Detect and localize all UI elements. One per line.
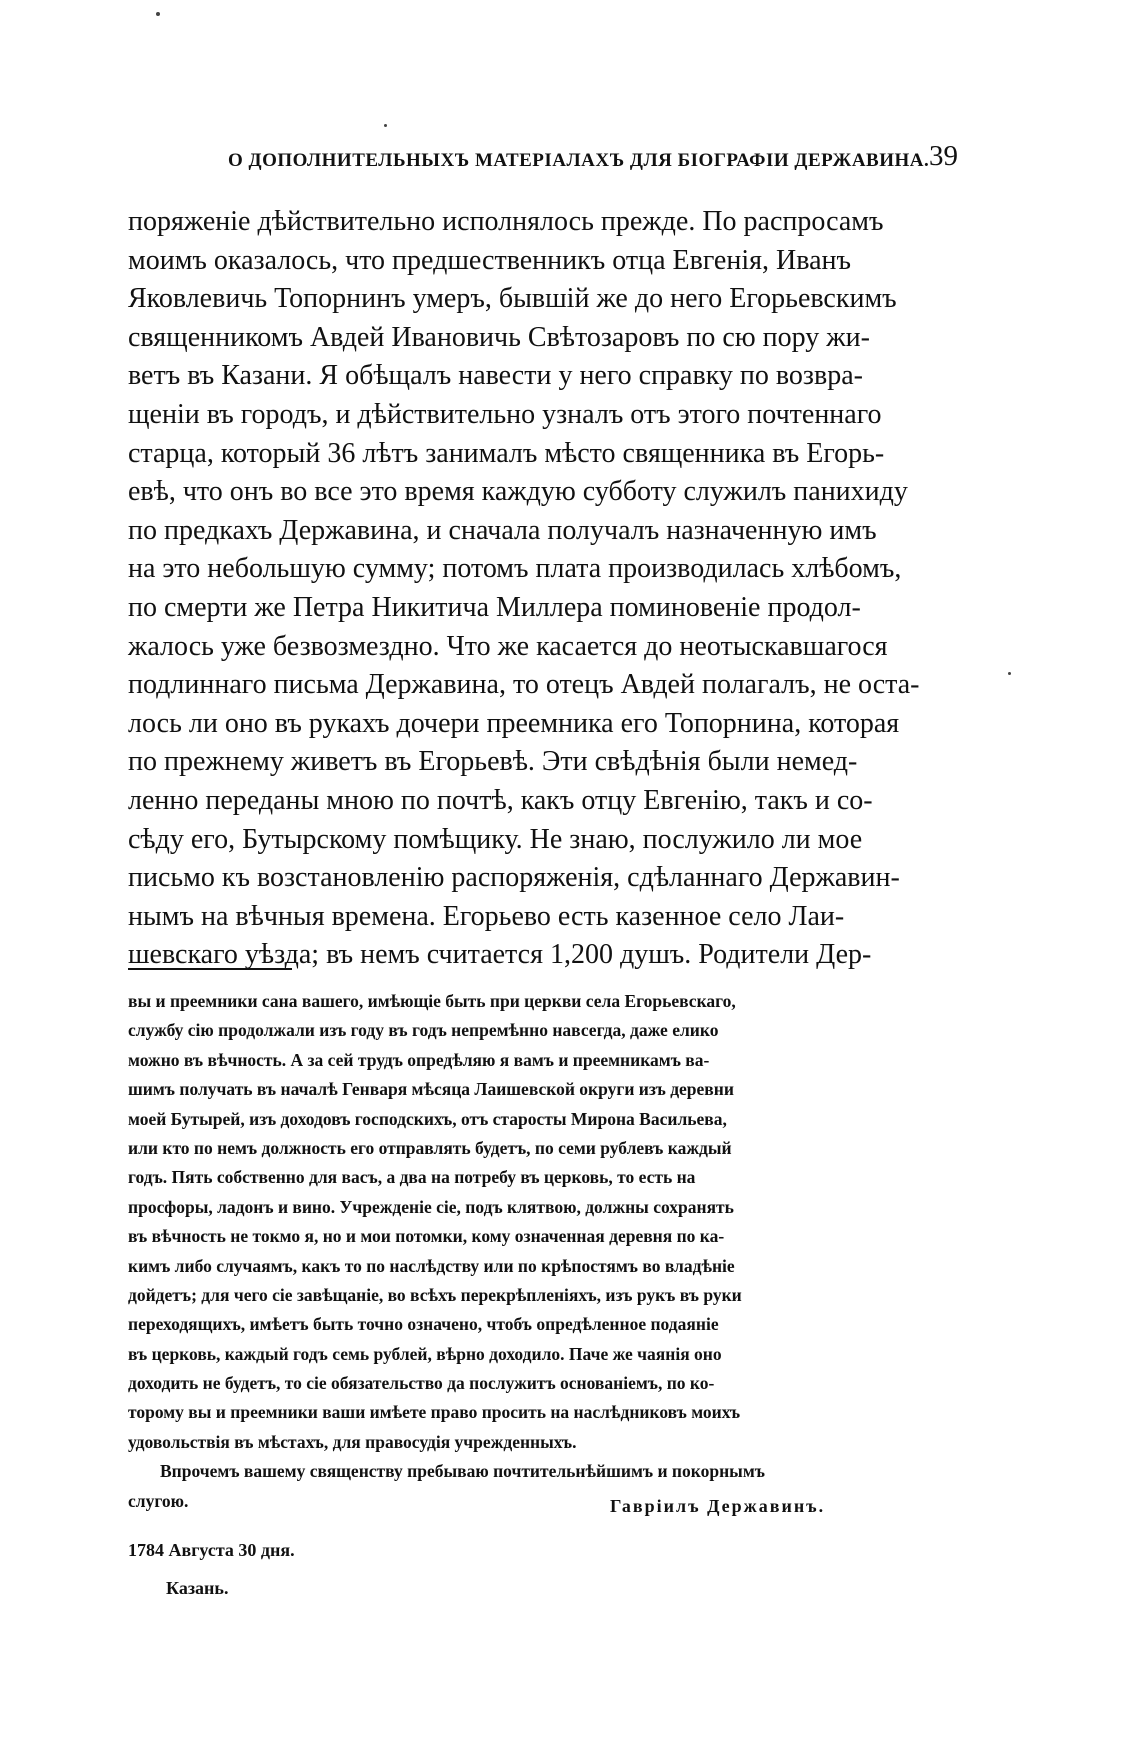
footnote-line: удовольствія въ мѣстахъ, для правосудія учрежденныхъ. <box>128 1431 577 1452</box>
print-speck <box>384 124 387 127</box>
text-line: по предкахъ Державина, и сначала получалъ назначенную имъ <box>128 514 877 546</box>
footnote-line: доходить не будетъ, то сіе обязательство да послужитъ основаніемъ, по ко- <box>128 1373 715 1394</box>
text-line: евѣ, что онъ во все это время каждую субботу служилъ панихиду <box>128 476 908 508</box>
text-line: моимъ оказалось, что предшественникъ отца Евгенія, Иванъ <box>128 244 851 276</box>
text-line: сѣду его, Бутырскому помѣщику. Не знаю, послужило ли мое <box>128 823 863 855</box>
footnote-line: торому вы и преемники ваши имѣете право просить на наслѣдниковъ моихъ <box>128 1402 741 1423</box>
text-line: по прежнему живетъ въ Егорьевѣ. Эти свѣдѣнія были немед- <box>128 746 858 778</box>
text-line: поряженіе дѣйствительно исполнялось прежде. По распросамъ <box>128 206 884 237</box>
footnote-line: шимъ получать въ началѣ Генваря мѣсяца Лаишевской округи изъ деревни <box>128 1079 734 1100</box>
running-title: О ДОПОЛНИТЕЛЬНЫХЪ МАТЕРІАЛАХЪ ДЛЯ БІОГРАФІИ ДЕРЖАВИНА. <box>228 150 930 171</box>
text-line: старца, который 36 лѣтъ занималъ мѣсто священника въ Егорь- <box>128 437 885 469</box>
text-line: на это небольшую сумму; потомъ плата производилась хлѣбомъ, <box>128 553 902 585</box>
footnote-line: просфоры, ладонъ и вино. Учрежденіе сіе, подъ клятвою, должны сохранять <box>128 1196 734 1217</box>
footnote-line: или кто по немъ должность его отправлять будетъ, по семи рублевъ каждый <box>128 1137 732 1158</box>
text-line: нымъ на вѣчныя времена. Егорьево есть казенное село Лаи- <box>128 900 845 932</box>
text-line: священникомъ Авдей Ивановичь Свѣтозаровъ по сю пору жи- <box>128 321 870 353</box>
footnote-line: кимъ либо случаямъ, какъ то по наслѣдству или по крѣпостямъ во владѣніе <box>128 1255 735 1276</box>
print-speck <box>156 12 160 16</box>
page-number: 39 <box>929 140 958 172</box>
footnote <box>128 987 958 1516</box>
letter-place: Казань. <box>166 1578 229 1598</box>
closing-line: Впрочемъ вашему священству пребываю почтительнѣйшимъ и покорнымъ <box>160 1461 765 1482</box>
text-line: лось ли оно въ рукахъ дочери преемника его Топорнина, которая <box>128 707 900 739</box>
closing-line: слугою. <box>128 1490 189 1511</box>
main-text <box>128 203 958 975</box>
text-line: по смерти же Петра Никитича Миллера поминовеніе продол- <box>128 591 861 623</box>
text-line: Яковлевичь Топорнинъ умеръ, бывшій же до него Егорьевскимъ <box>128 283 897 315</box>
footnote-line: дойдетъ; для чего сіе завѣщаніе, во всѣхъ перекрѣпленіяхъ, изъ рукъ въ руки <box>128 1284 742 1305</box>
footnote-line: въ церковь, каждый годъ семь рублей, вѣрно доходило. Паче же чаянія оно <box>128 1343 722 1364</box>
footnote-line: моей Бутырей, изъ доходовъ господскихъ, отъ старосты Мирона Васильева, <box>128 1108 727 1129</box>
footnote-line: въ вѣчность не токмо я, но и мои потомки, кому означенная деревня по ка- <box>128 1226 725 1247</box>
text-line: подлиннаго письма Державина, то отецъ Авдей полагалъ, не оста- <box>128 669 920 701</box>
text-line: жалось уже безвозмездно. Что же касается до неотыскавшагося <box>128 630 888 662</box>
text-line: шевскаго уѣзда; въ немъ считается 1,200 душъ. Родители Дер- <box>128 939 872 971</box>
text-line: щеніи въ городъ, и дѣйствительно узналъ отъ этого почтеннаго <box>128 398 882 430</box>
text-line: ветъ въ Казани. Я обѣщалъ навести у него справку по возвра- <box>128 360 863 392</box>
footnote-line: годъ. Пять собственно для васъ, а два на потребу въ церковь, то есть на <box>128 1167 696 1188</box>
footnote-line: переходящихъ, имѣетъ быть точно означено, чтобъ опредѣленное подаяніе <box>128 1314 719 1335</box>
signature: Гавріилъ Державинъ. <box>610 1496 826 1516</box>
footnote-rule <box>128 968 292 970</box>
footnote-line: можно въ вѣчность. А за сей трудъ опредѣляю я вамъ и преемникамъ ва- <box>128 1049 710 1070</box>
text-line: письмо къ возстановленію распоряженія, сдѣланнаго Державин- <box>128 862 900 894</box>
letter-date: 1784 Августа 30 дня. <box>128 1540 295 1560</box>
print-speck <box>1008 672 1011 675</box>
footnote-line: службу сію продолжали изъ году въ годъ непремѣнно навсегда, даже елико <box>128 1020 719 1041</box>
text-line: ленно переданы мною по почтѣ, какъ отцу Евгенію, такъ и со- <box>128 784 873 816</box>
footnote-line: вы и преемники сана вашего, имѣющіе быть при церкви села Егорьевскаго, <box>128 991 736 1011</box>
running-head <box>128 140 958 184</box>
